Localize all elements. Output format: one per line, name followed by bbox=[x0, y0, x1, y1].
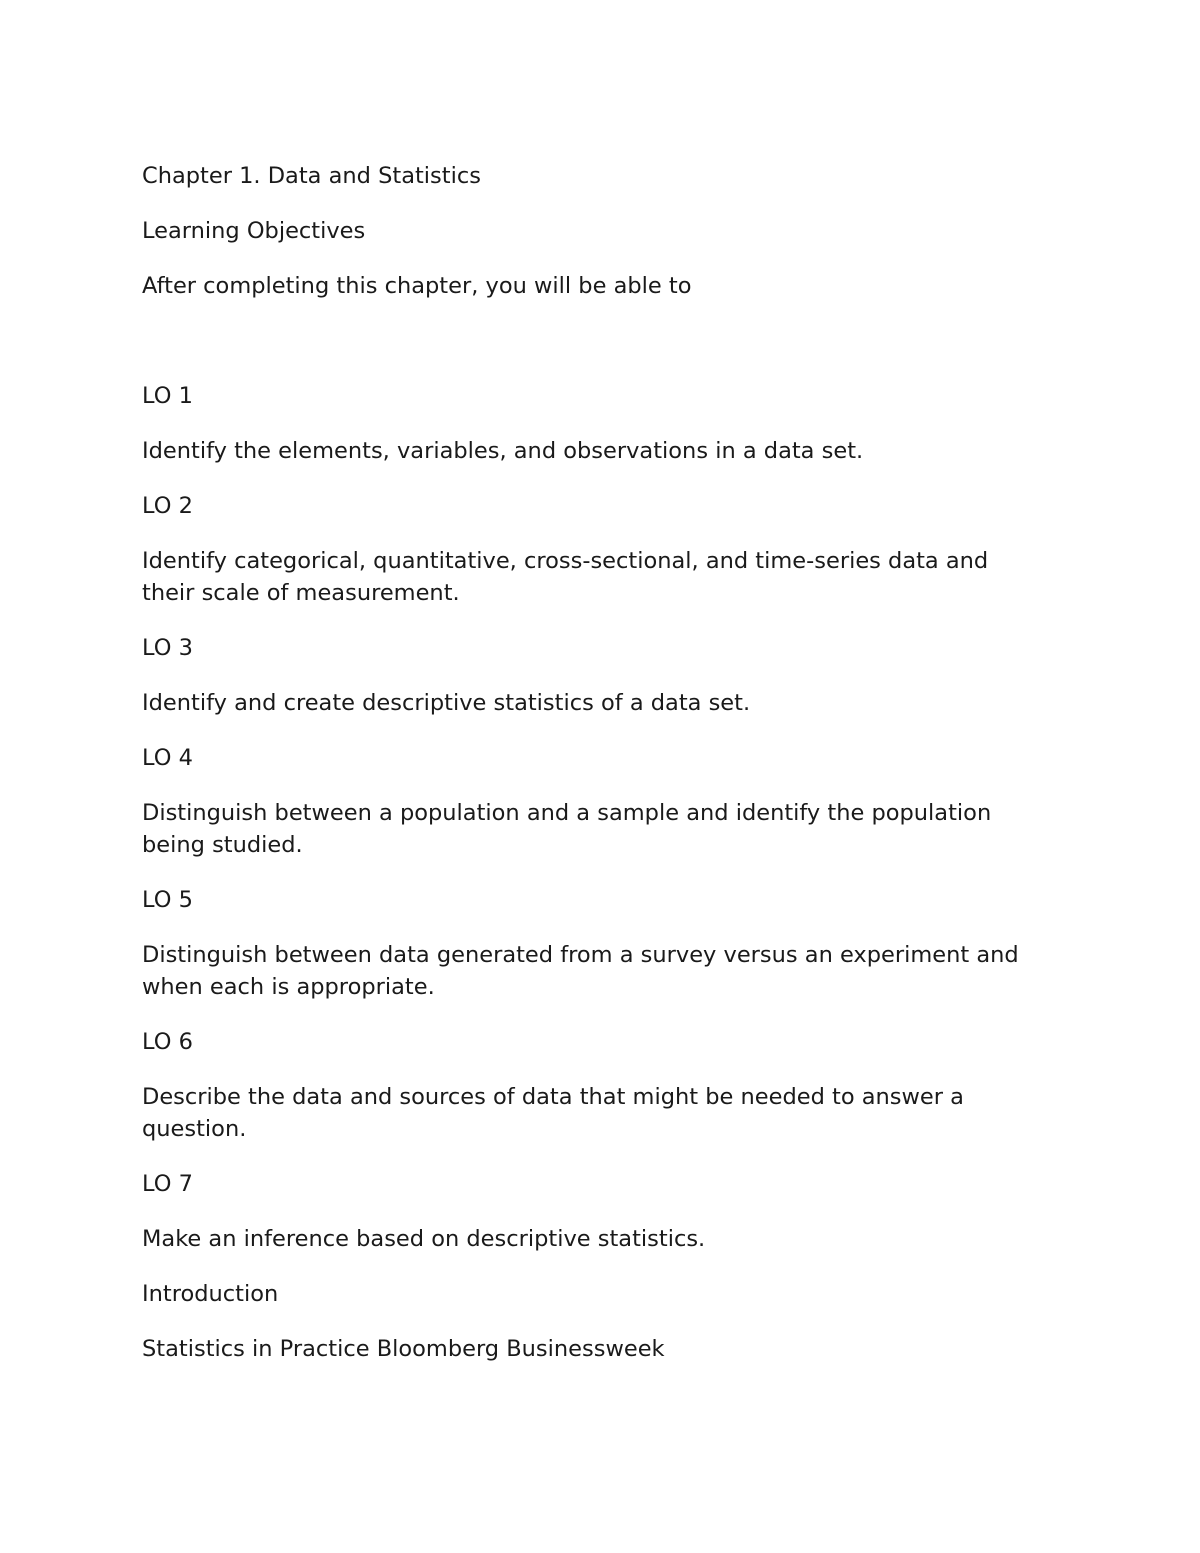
objective-text-3: Identify and create descriptive statistics of a data set. bbox=[142, 690, 751, 716]
objectives-heading: Learning Objectives bbox=[142, 218, 366, 244]
objective-text-6: Describe the data and sources of data that might be needed to answer a question. bbox=[142, 1084, 964, 1142]
objective-text-4: Distinguish between a population and a sample and identify the population being studied. bbox=[142, 800, 992, 858]
objective-text-2: Identify categorical, quantitative, cross-sectional, and time-series data and their scale of measurement. bbox=[142, 548, 989, 606]
intro-line: After completing this chapter, you will be able to bbox=[142, 273, 692, 299]
objective-text-5: Distinguish between data generated from a survey versus an experiment and when each is appropriate. bbox=[142, 942, 1019, 1000]
objective-label-1: LO 1 bbox=[142, 383, 193, 409]
document-body bbox=[142, 160, 1042, 1388]
objective-label-7: LO 7 bbox=[142, 1171, 193, 1197]
objective-label-6: LO 6 bbox=[142, 1029, 193, 1055]
objective-text-7: Make an inference based on descriptive statistics. bbox=[142, 1226, 706, 1252]
practice-line: Statistics in Practice Bloomberg Businessweek bbox=[142, 1336, 665, 1362]
blank-line bbox=[142, 325, 1042, 380]
chapter-title: Chapter 1. Data and Statistics bbox=[142, 163, 481, 189]
introduction-heading: Introduction bbox=[142, 1281, 279, 1307]
objective-label-3: LO 3 bbox=[142, 635, 193, 661]
objective-label-2: LO 2 bbox=[142, 493, 193, 519]
objective-text-1: Identify the elements, variables, and observations in a data set. bbox=[142, 438, 864, 464]
objective-label-5: LO 5 bbox=[142, 887, 193, 913]
objective-label-4: LO 4 bbox=[142, 745, 193, 771]
